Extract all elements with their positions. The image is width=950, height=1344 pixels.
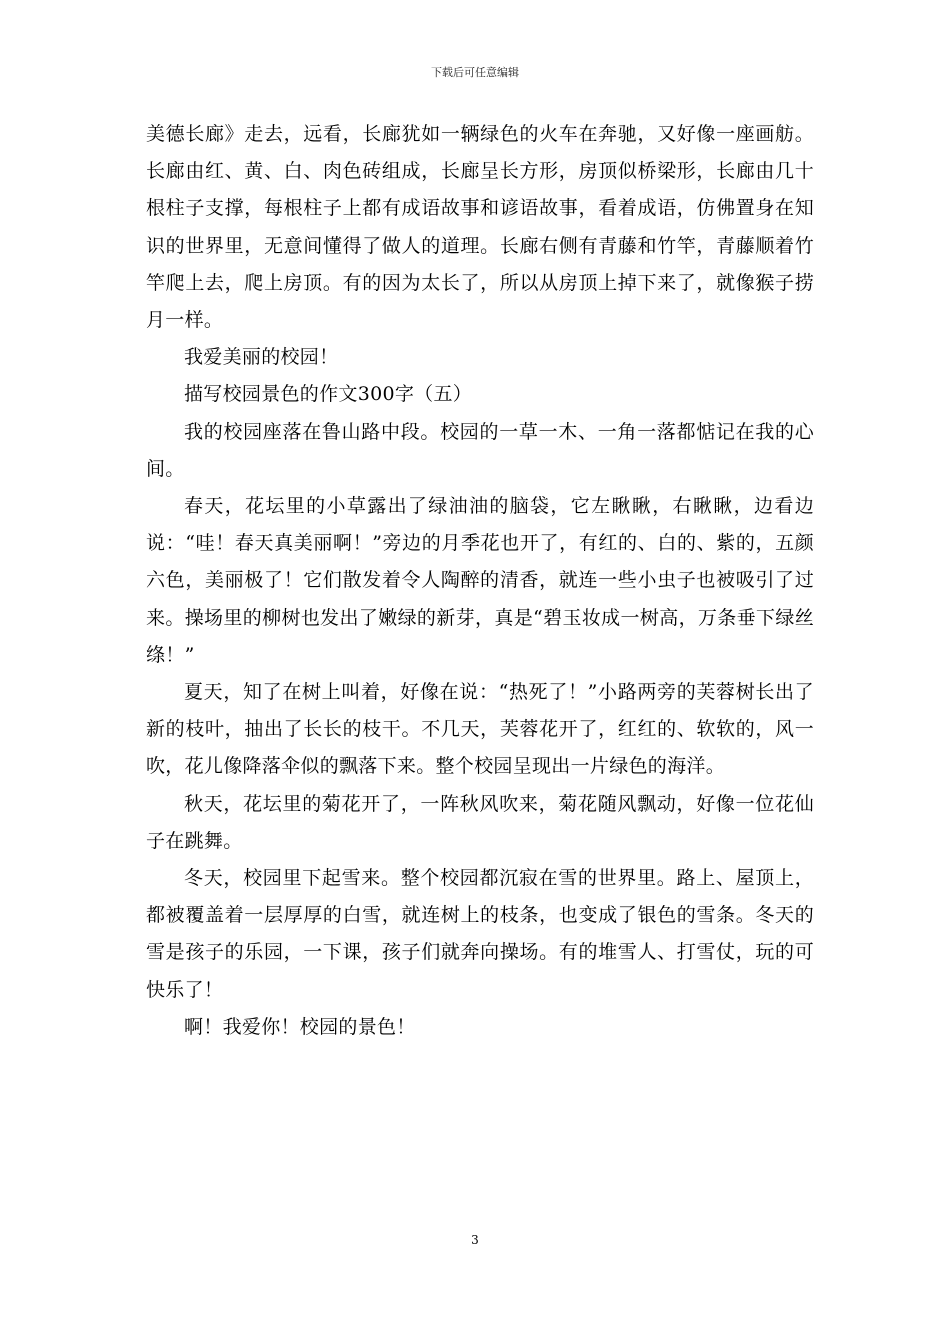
page-header: 下载后可任意编辑 <box>431 66 519 79</box>
paragraph-intro: 我的校园座落在鲁山路中段。校园的一草一木、一角一落都惦记在我的心间。 <box>146 420 814 480</box>
paragraph-closing: 啊！我爱你！校园的景色！ <box>184 1015 416 1038</box>
paragraph-love-campus: 我爱美丽的校园！ <box>184 346 339 369</box>
paragraph-summer: 夏天，知了在树上叫着，好像在说：“热死了！”小路两旁的芙蓉树长出了新的枝叶，抽出了长长的枝干。不几天，芙蓉花开了，红红的、软软的，风一吹，花儿像降落伞似的飘落下来。整个校园呈现出一片绿色的海洋。 <box>146 681 814 778</box>
paragraph-spring: 春天，花坛里的小草露出了绿油油的脑袋，它左瞅瞅，右瞅瞅，边看边说：“哇！春天真美丽啊！”旁边的月季花也开了，有红的、白的、紫的，五颜六色，美丽极了！它们散发着令人陶醉的清香，就连一些小虫子也被吸引了过来。操场里的柳树也发出了嫩绿的新芽，真是“碧玉妆成一树高，万条垂下绿丝绦！” <box>146 495 814 666</box>
paragraph-corridor: 美德长廊》走去，远看，长廊犹如一辆绿色的火车在奔驰，又好像一座画舫。长廊由红、黄、白、肉色砖组成，长廊呈长方形，房顶似桥梁形，长廊由几十根柱子支撑，每根柱子上都有成语故事和谚语故事，看着成语，仿佛置身在知识的世界里，无意间懂得了做人的道理。长廊右侧有青藤和竹竿，青藤顺着竹竿爬上去，爬上房顶。有的因为太长了，所以从房顶上掉下来了，就像猴子捞月一样。 <box>146 123 814 332</box>
essay-title: 描写校园景色的作文300字（五） <box>184 383 473 406</box>
paragraph-autumn: 秋天，花坛里的菊花开了，一阵秋风吹来，菊花随风飘动，好像一位花仙子在跳舞。 <box>146 792 814 852</box>
document-body <box>146 116 814 1046</box>
page-number: 3 <box>471 1233 479 1247</box>
paragraph-winter: 冬天，校园里下起雪来。整个校园都沉寂在雪的世界里。路上、屋顶上，都被覆盖着一层厚厚的白雪，就连树上的枝条，也变成了银色的雪条。冬天的雪是孩子的乐园，一下课，孩子们就奔向操场。有的堆雪人、打雪仗，玩的可快乐了！ <box>146 867 814 1001</box>
